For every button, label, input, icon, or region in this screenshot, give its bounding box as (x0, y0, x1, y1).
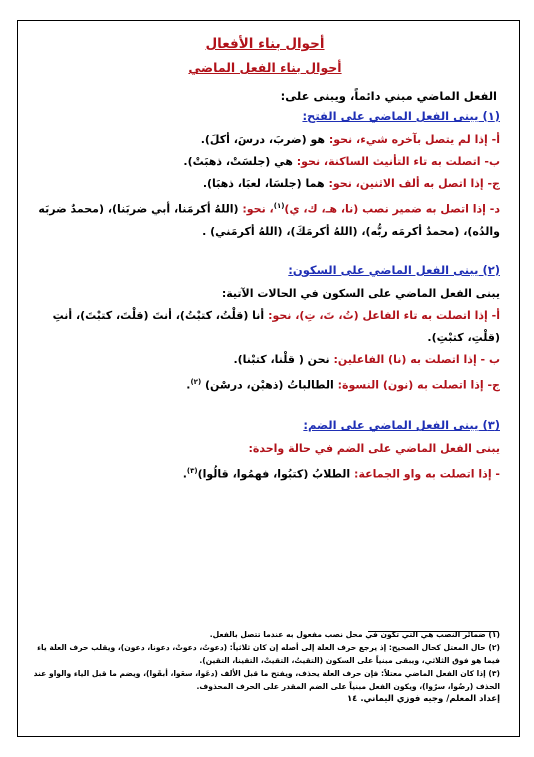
s1-item-b: ب- اتصلت به تاء التأنيث الساكنة، نحو: هي (جلسَتْ، ذهبَتْ). (183, 155, 500, 168)
footnote-1: (١) ضمائر النصب هي التي تكون في محل نصب مفعول به عندما تتصل بالفعل. (209, 630, 500, 639)
s2-item-a: أ- إذا اتصلت به تاء الفاعل (تُ، تَ، تِ)، نحو: أنا (قلْتُ، كتبْتُ)، أنتَ (قلْتَ، كتبْتَ)، أنتِ (52, 308, 500, 322)
footnote-3: (٣) إذا كان الفعل الماضي معتلاً: فإن حرف العلة يحذف، ويفتح ما قبل الألف (دعَوا، سعَوا، أبقَوا)، ويضم ما قبل الياء والواو عند الحذف (رضُوا، سرُوا)، ويكون الفعل مبنياً على الضم المقدر على الحرف المحذوف. (33, 669, 500, 691)
s2-item-c: ج- إذا اتصلت به (نون) النسوة: الطالباتُ (ذهبْن، درسْن) $^{(٢)}$. (186, 377, 500, 392)
section-2-heading: (٢) يبنى الفعل الماضي على السكون: (288, 262, 500, 277)
s1-item-d: د- إذا اتصل به ضمير نصب (نا، هـ، ك، ي)$^{(١)}$، نحو: (اللهُ أكرمَنا، أبي ضربَنا)، (محمدٌ ضربَه (38, 202, 500, 216)
s1-item-a: أ- إذا لم يتصل بآخره شيء، نحو: هو (ضربَ، درسَ، أكلَ). (200, 133, 500, 146)
section-1-heading: (١) يبنى الفعل الماضي على الفتح: (302, 109, 500, 123)
s3-item-a: - إذا اتصلت به واو الجماعة: الطلابُ (كتبُوا، فهمُوا، قالُوا)$^{(٣)}$. (182, 467, 500, 481)
page-subtitle: أحوال بناء الفعل الماضي (188, 60, 342, 75)
s2-item-a-cont: (قلْتِ، كتبْتِ). (427, 330, 500, 344)
document-body (30, 36, 500, 486)
footnote-2: (٢) حال المعتل كحال الصحيح: إذ يرجع حرف العلة إلى أصله إن كان ثلاثياً: (دعوتُ، دعوتْ، دعونا، دعون)، ويقلب حرف العلة ياء فيما هو فوق الثلاثي، ويبقى مبنياً على السكون (التقيتُ، التقيتْ، التقينا، التقين). (37, 643, 500, 665)
s2-intro: يبنى الفعل الماضي على السكون في الحالات الآتية: (221, 286, 500, 300)
s1-item-d-cont: والدُه)، (محمدٌ أكرمَه ربُّه)، (اللهُ أكرمَكَ)، (اللهُ أكرمَني) . (202, 224, 500, 238)
s3-intro: يبنى الفعل الماضي على الضم في حالة واحدة: (248, 442, 500, 456)
intro-text: الفعل الماضي مبني دائماً، ويبنى على: (280, 89, 497, 103)
s1-item-c: ج- إذا اتصل به ألف الاثنين، نحو: هما (جلسَا، لعبَا، ذهبَا). (202, 177, 500, 190)
footnotes (30, 628, 500, 706)
page-title: أحوال بناء الأفعال (205, 36, 325, 52)
author-signature: إعداد المعلم/ وجيه فوزي اليماني. ١٤ (346, 694, 500, 704)
s2-item-b: ب - إذا اتصلت به (نا) الفاعلين: نحن ( قلْنا، كتبْنا). (233, 352, 500, 366)
section-3-heading: (٣) يبنى الفعل الماضي على الضم: (303, 418, 500, 433)
